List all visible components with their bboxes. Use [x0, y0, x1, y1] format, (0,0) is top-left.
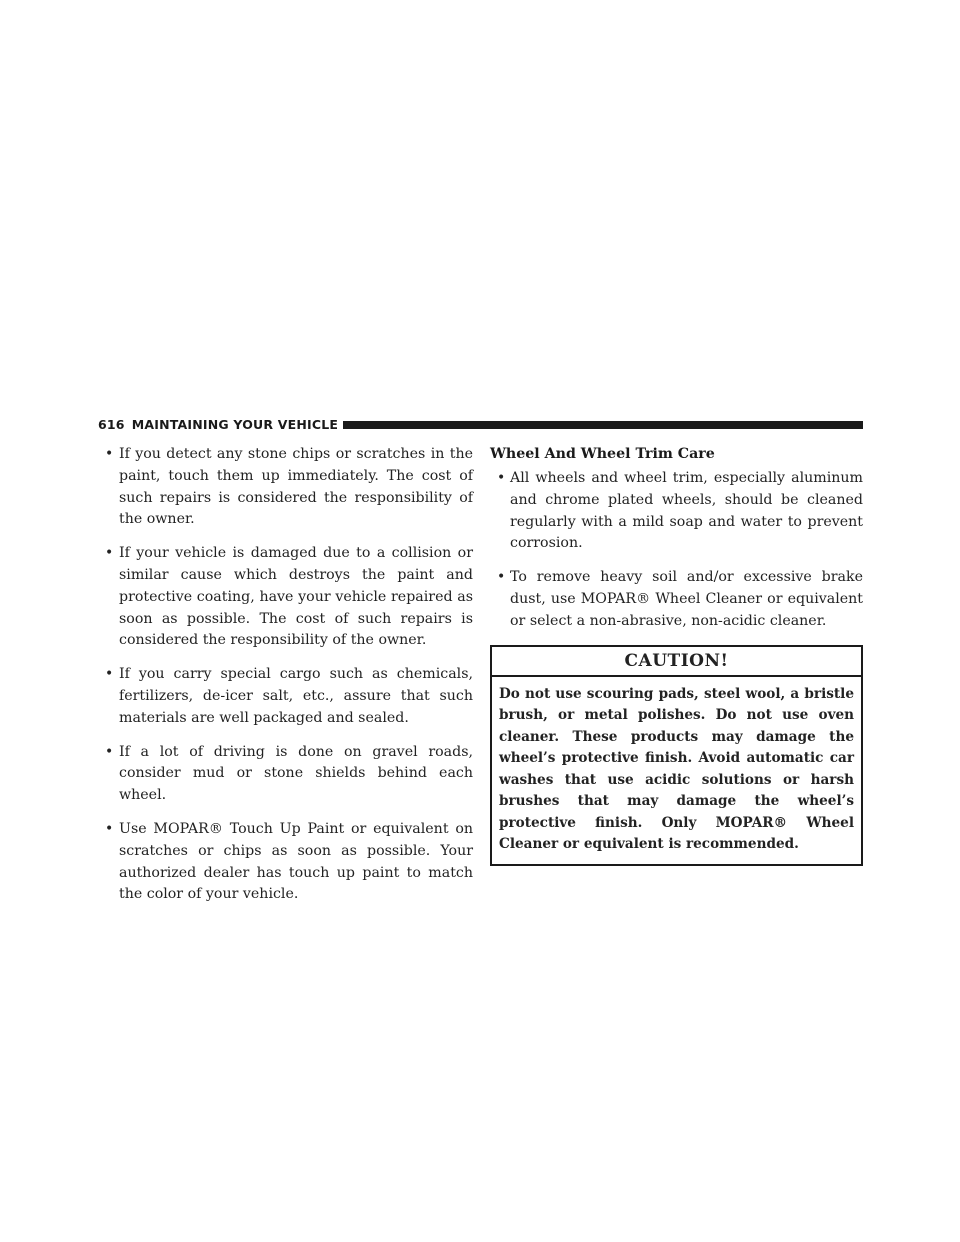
bullet-icon: • — [497, 569, 506, 586]
left-bullet-list — [98, 444, 473, 906]
page-header — [98, 417, 863, 433]
caution-title: CAUTION! — [492, 647, 861, 677]
bullet-icon: • — [497, 470, 506, 486]
right-column — [490, 444, 863, 866]
caution-box — [490, 645, 863, 866]
left-column — [98, 444, 473, 918]
list-item: • To remove heavy soil and/or excessive brake dust, use MOPAR® Wheel Cleaner or equivalent or select a non-abrasive, non-acidic cleaner. — [497, 569, 863, 629]
section-title: MAINTAINING YOUR VEHICLE — [131, 417, 339, 432]
header-rule — [343, 421, 863, 429]
list-item: • If your vehicle is damaged due to a collision or similar cause which destroys the paint and protective coating, have your vehicle repaired as soon as possible. The cost of such repairs is considered the responsibility of the owner. — [105, 545, 473, 649]
list-item: • Use MOPAR® Touch Up Paint or equivalent on scratches or chips as soon as possible. Your authorized dealer has touch up paint to match the color of your vehicle. — [105, 820, 473, 903]
section-heading: Wheel And Wheel Trim Care — [490, 446, 715, 462]
bullet-icon: • — [105, 820, 114, 837]
list-item: • If a lot of driving is done on gravel roads, consider mud or stone shields behind each wheel. — [105, 743, 473, 804]
page-number: 616 — [98, 417, 125, 432]
caution-body: Do not use scouring pads, steel wool, a bristle brush, or metal polishes. Do not use oven cleaner. These products may damage the wheel’s protective finish. Avoid automatic car washes that use acidic solutions or harsh brushes that may damage the wheel’s protective finish. Only MOPAR® Wheel Cleaner or equivalent is recommended. — [499, 685, 854, 853]
bullet-icon: • — [105, 545, 114, 562]
list-item: • If you detect any stone chips or scratches in the paint, touch them up immediately. The cost of such repairs is considered the responsibility of the owner. — [105, 446, 473, 528]
right-bullet-list — [490, 468, 863, 633]
bullet-icon: • — [105, 666, 114, 683]
list-item: • If you carry special cargo such as chemicals, fertilizers, de-icer salt, etc., assure that such materials are well packaged and sealed. — [105, 666, 473, 726]
list-item: • All wheels and wheel trim, especially aluminum and chrome plated wheels, should be cleaned regularly with a mild soap and water to prevent corrosion. — [497, 470, 863, 552]
bullet-icon: • — [105, 446, 114, 462]
bullet-icon: • — [105, 743, 114, 760]
